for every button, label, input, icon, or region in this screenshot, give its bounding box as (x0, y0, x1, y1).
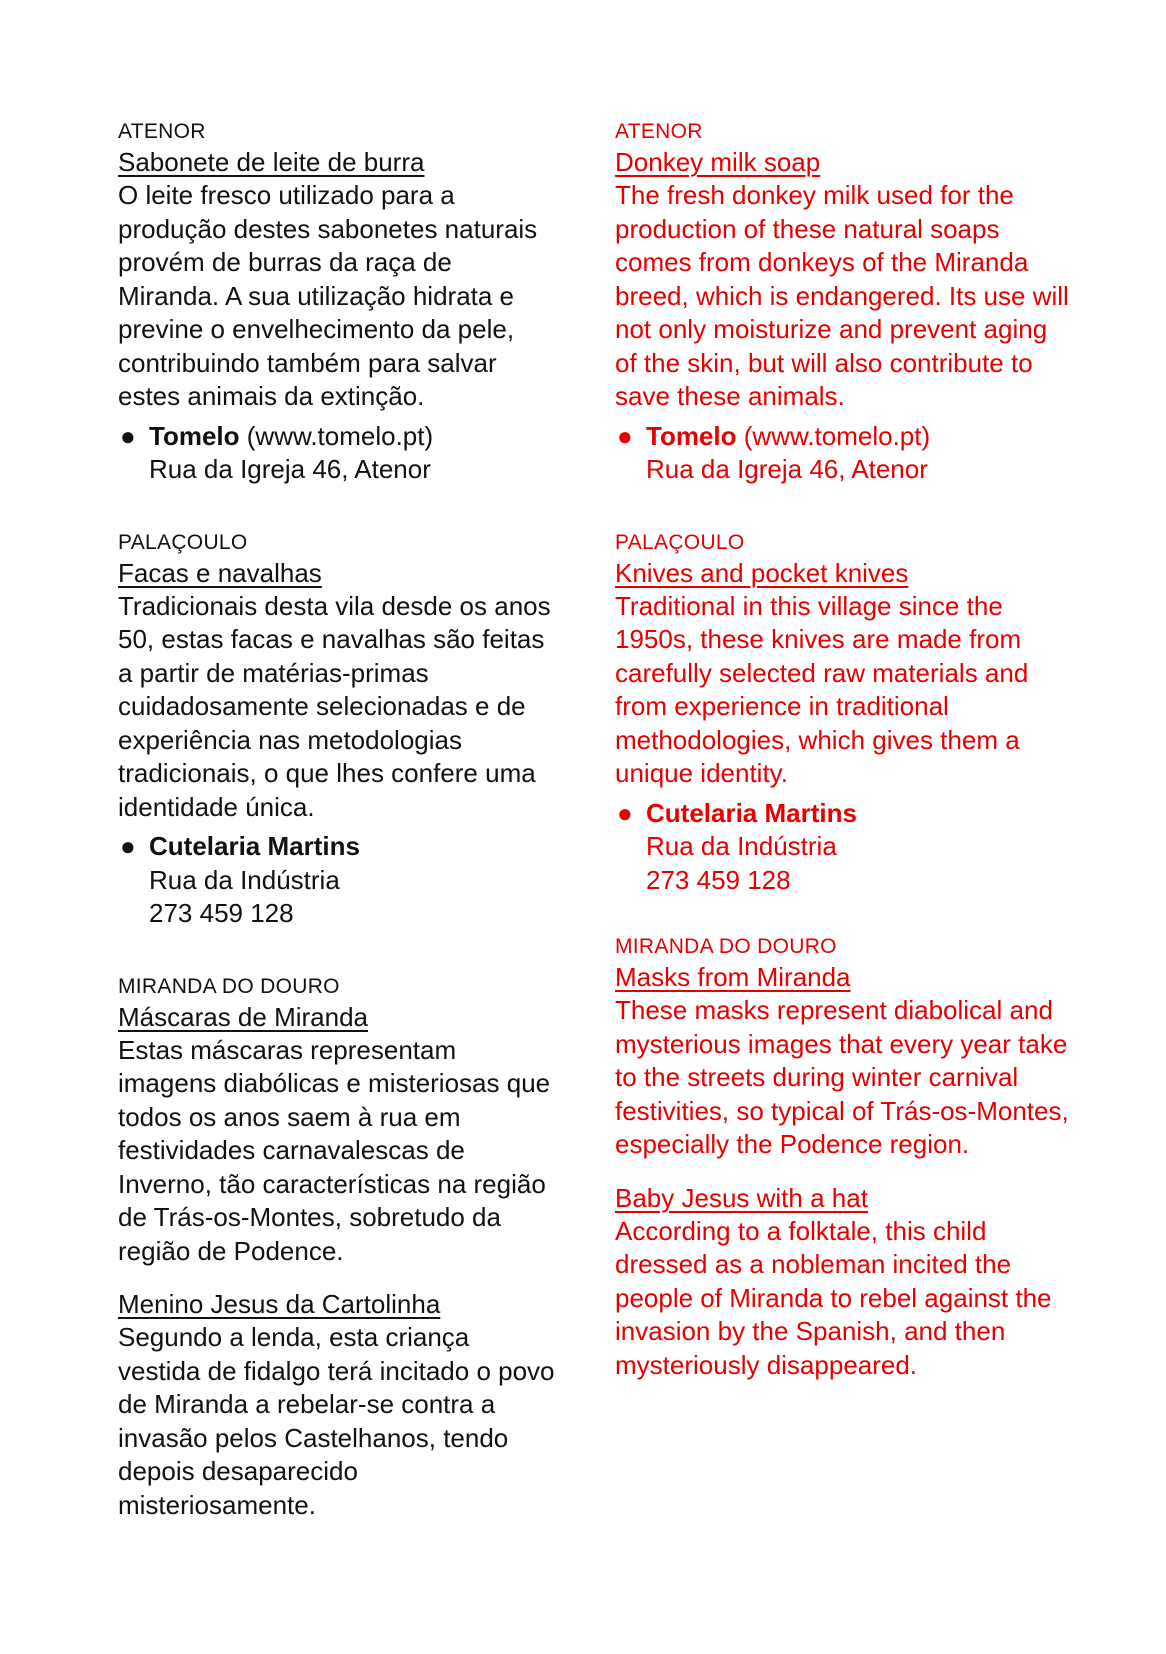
place-name: ATENOR (118, 120, 206, 143)
shop-name: Tomelo (646, 420, 737, 451)
section-atenor (615, 118, 1075, 487)
shop-info (615, 420, 1075, 487)
product-title-text: Máscaras de Miranda (118, 1001, 368, 1032)
place-name: MIRANDA DO DOURO (118, 974, 340, 998)
product-title (615, 961, 1075, 994)
product-description: Segundo a lenda, esta criança vestida de fidalgo terá incitado o povo de Miranda a rebelar-se contra a invasão pelos Castelhanos, tendo depois desaparecido misteriosamente. (118, 1322, 555, 1520)
product-title (118, 1001, 558, 1034)
shop-info (118, 420, 558, 487)
shop-address: Rua da Igreja 46, Atenor (646, 454, 928, 484)
product-description: O leite fresco utilizado para a produção destes sabonetes naturais provém de burras da raça de Miranda. A sua utilização hidrata e previne o envelhecimento da pele, contribuindo também para salvar estes animais da extinção. (118, 180, 538, 411)
product-title (615, 1182, 1075, 1215)
place-name: ATENOR (615, 120, 703, 143)
product-description: Traditional in this village since the 1950s, these knives are made from carefully selected raw materials and from experience in traditional methodologies, which gives them a unique identity. (615, 590, 1029, 788)
product-title (615, 146, 1075, 179)
shop-name: Cutelaria Martins (646, 797, 857, 828)
section-atenor (118, 118, 558, 487)
product-title-text: Menino Jesus da Cartolinha (118, 1289, 441, 1319)
product-title (118, 1288, 558, 1321)
place-name: PALAÇOULO (118, 530, 248, 554)
product-description: Estas máscaras representam imagens diabólicas e misteriosas que todos os anos saem à rua em festividades carnavalescas de Inverno, tão características na região de Trás-os-Montes, sobretudo da região de Podence. (118, 1034, 551, 1266)
shop-phone: 273 459 128 (149, 898, 294, 928)
section-palacoulo (118, 529, 558, 931)
product-description: According to a folktale, this child dressed as a nobleman incited the people of Miranda to rebel against the invasion by the Spanish, and then mysteriously disappeared. (615, 1215, 1052, 1380)
section-palacoulo (615, 529, 1075, 898)
shop-info (615, 797, 1075, 898)
shop-name: Cutelaria Martins (149, 831, 360, 861)
product-title (118, 146, 558, 179)
product-description: The fresh donkey milk used for the production of these natural soaps comes from donkeys of the Miranda breed, which is endangered. Its use will not only moisturize and prevent aging of the skin, but will also contribute to save these animals. (615, 180, 1069, 411)
product-title-text: Baby Jesus with a hat (615, 1182, 868, 1213)
product-title (118, 557, 558, 590)
bullet-icon: ● (617, 420, 633, 451)
english-column (615, 118, 1075, 1382)
product-title-text: Donkey milk soap (615, 147, 821, 177)
place-name: PALAÇOULO (615, 530, 745, 554)
product-title (615, 557, 1075, 590)
shop-name: Tomelo (149, 420, 240, 451)
shop-website: (www.tomelo.pt) (246, 420, 434, 451)
bullet-icon: ● (120, 831, 136, 861)
product-title-text: Facas e navalhas (118, 557, 322, 588)
shop-website: (www.tomelo.pt) (743, 420, 931, 451)
shop-info (118, 830, 558, 931)
shop-address: Rua da Igreja 46, Atenor (149, 454, 431, 484)
portuguese-column (118, 118, 558, 1522)
product-title-text: Masks from Miranda (615, 962, 851, 992)
product-description: These masks represent diabolical and mysterious images that every year take to the streets during winter carnival festivities, so typical of Trás-os-Montes, especially the Podence region. (615, 995, 1069, 1159)
bullet-icon: ● (617, 797, 633, 828)
section-miranda (615, 933, 1075, 1382)
bullet-icon: ● (120, 420, 136, 451)
product-title-text: Sabonete de leite de burra (118, 147, 425, 177)
shop-address: Rua da Indústria (646, 831, 837, 861)
product-description: Tradicionais desta vila desde os anos 50, estas facas e navalhas são feitas a partir de matérias-primas cuidadosamente selecionadas e de experiência nas metodologias tradicionais, o que lhes confere uma identidade única. (118, 590, 551, 822)
section-miranda (118, 973, 558, 1523)
product-title-text: Knives and pocket knives (615, 557, 909, 588)
shop-phone: 273 459 128 (646, 864, 791, 895)
place-name: MIRANDA DO DOURO (615, 935, 837, 958)
shop-address: Rua da Indústria (149, 864, 340, 895)
